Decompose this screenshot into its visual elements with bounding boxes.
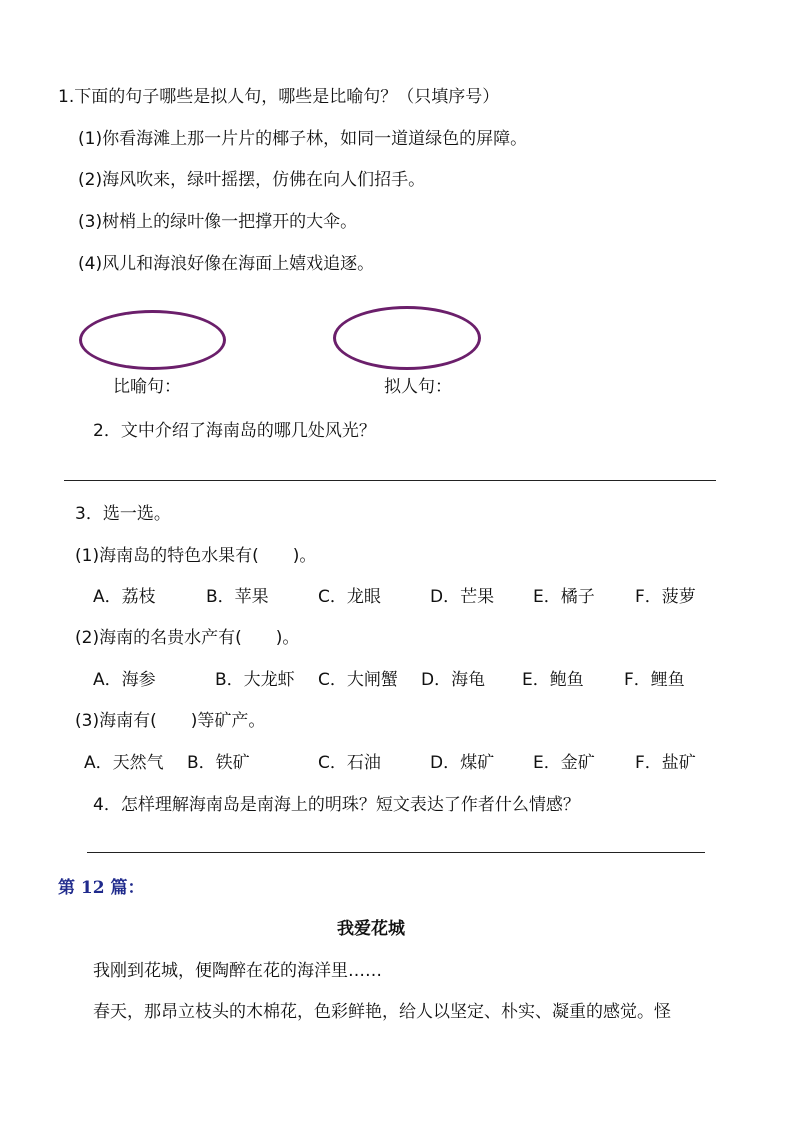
personification-label: 拟人句： — [384, 377, 452, 397]
q3-sub3-option-b[interactable]: B．铁矿 — [187, 753, 250, 773]
q3-sub2-option-d[interactable]: D．海龟 — [421, 670, 486, 690]
q3-sub1-option-e[interactable]: E．橘子 — [533, 587, 595, 607]
q4-answer-line[interactable] — [87, 852, 705, 853]
q3-sub2-option-f[interactable]: F．鲤鱼 — [624, 670, 685, 690]
metaphor-label: 比喻句： — [113, 377, 181, 397]
q3-sub2-option-a[interactable]: A．海参 — [93, 670, 156, 690]
passage-title: 我爱花城 — [337, 919, 405, 939]
q3-sub3-option-a[interactable]: A．天然气 — [84, 753, 164, 773]
q2-answer-line[interactable] — [64, 480, 716, 481]
section-heading: 第 12 篇： — [58, 878, 145, 898]
q1-sentence-4: (4)风儿和海浪好像在海面上嬉戏追逐。 — [78, 254, 375, 274]
q3-sub2-option-c[interactable]: C．大闸蟹 — [318, 670, 398, 690]
q3-sub2-option-e[interactable]: E．鲍鱼 — [522, 670, 584, 690]
q3-sub3-option-e[interactable]: E．金矿 — [533, 753, 595, 773]
q3-sub2-prompt: (2)海南的名贵水产有( )。 — [75, 628, 300, 648]
q1-sentence-1: (1)你看海滩上那一片片的椰子林，如同一道道绿色的屏障。 — [78, 129, 528, 149]
q3-sub1-option-a[interactable]: A．荔枝 — [93, 587, 156, 607]
q3-sub1-option-d[interactable]: D．芒果 — [430, 587, 495, 607]
question-4-text: 4．怎样理解海南岛是南海上的明珠？短文表达了作者什么情感？ — [93, 795, 580, 815]
passage-paragraph-2: 春天，那昂立枝头的木棉花，色彩鲜艳，给人以坚定、朴实、凝重的感觉。怪 — [93, 1002, 671, 1022]
q3-sub3-option-d[interactable]: D．煤矿 — [430, 753, 495, 773]
question-2-text: 2．文中介绍了海南岛的哪几处风光？ — [93, 421, 376, 441]
personification-answer-oval[interactable] — [333, 306, 481, 370]
metaphor-answer-oval[interactable] — [79, 310, 226, 370]
q1-sentence-2: (2)海风吹来，绿叶摇摆，仿佛在向人们招手。 — [78, 170, 426, 190]
question-3-title: 3．选一选。 — [75, 504, 171, 524]
q3-sub1-option-b[interactable]: B．苹果 — [206, 587, 269, 607]
question-1-title: 1.下面的句子哪些是拟人句，哪些是比喻句？（只填序号） — [58, 87, 500, 107]
q3-sub1-option-c[interactable]: C．龙眼 — [318, 587, 381, 607]
q3-sub1-prompt: (1)海南岛的特色水果有( )。 — [75, 546, 317, 566]
q3-sub3-prompt: (3)海南有( )等矿产。 — [75, 711, 266, 731]
q3-sub3-option-c[interactable]: C．石油 — [318, 753, 381, 773]
q3-sub3-option-f[interactable]: F．盐矿 — [635, 753, 696, 773]
q3-sub2-option-b[interactable]: B．大龙虾 — [215, 670, 295, 690]
q1-sentence-3: (3)树梢上的绿叶像一把撑开的大伞。 — [78, 212, 358, 232]
passage-paragraph-1: 我刚到花城，便陶醉在花的海洋里…… — [93, 961, 382, 981]
q3-sub1-option-f[interactable]: F．菠萝 — [635, 587, 696, 607]
